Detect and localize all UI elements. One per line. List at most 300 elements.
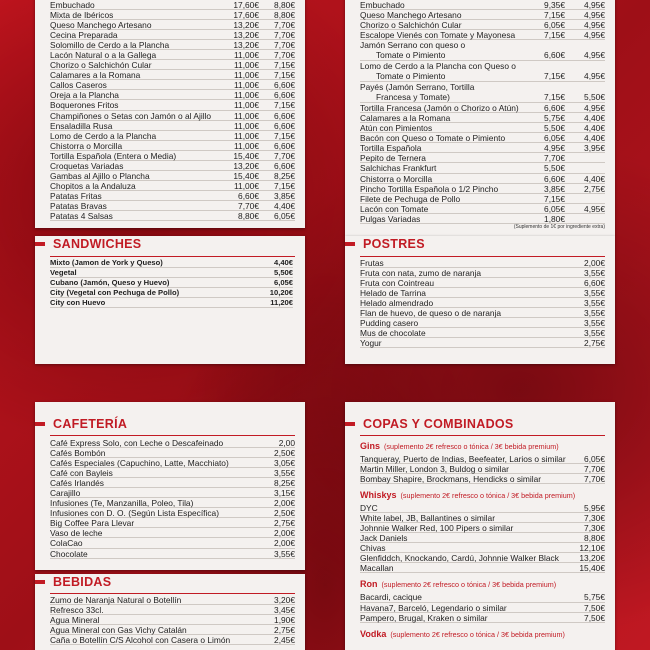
- bebidas-title: BEBIDAS: [53, 575, 112, 589]
- price-racion: 13,20€: [233, 160, 259, 171]
- item-name: Patatas Bravas: [50, 200, 107, 211]
- menu-item-row: [50, 131, 295, 141]
- item-prices: [535, 10, 605, 20]
- item-price: 12,10€: [579, 543, 605, 554]
- item-prices: [535, 30, 605, 40]
- price-media: 6,05€: [274, 210, 295, 221]
- price-media: 8,80€: [274, 10, 295, 21]
- header-rule: [360, 435, 605, 436]
- item-name: Embuchado: [360, 0, 405, 10]
- menu-item-row: [50, 298, 293, 308]
- item-price: 2,00€: [584, 258, 605, 268]
- group-name: Whiskys: [360, 490, 397, 501]
- item-prices: [219, 181, 295, 191]
- price-racion: 11,00€: [234, 80, 259, 91]
- menu-item-row: [360, 0, 605, 10]
- item-name: ColaCao: [50, 538, 83, 549]
- header-rule: [50, 435, 295, 436]
- item-price: 2,50€: [274, 448, 295, 459]
- price-pulga: 4,95€: [584, 20, 605, 31]
- item-name: Infusiones con D. O. (Según Lista Específica): [50, 508, 219, 519]
- item-price: 4,40€: [273, 258, 293, 267]
- menu-item-row: [50, 201, 295, 211]
- item-price: 5,50€: [273, 268, 293, 278]
- item-name: Lomo de Cerdo a la Plancha: [50, 130, 157, 141]
- menu-item-row: [360, 513, 605, 523]
- price-media: 7,15€: [274, 60, 295, 71]
- item-name: Patatas Fritas: [50, 190, 102, 201]
- price-pulga: 4,95€: [584, 30, 605, 41]
- item-prices: [219, 0, 295, 10]
- menu-item-row: [50, 595, 295, 605]
- item-price: 3,55€: [584, 318, 605, 329]
- menu-item-row: [50, 615, 295, 625]
- item-prices: [535, 133, 605, 143]
- menu-item-row: [50, 458, 295, 468]
- item-prices: [535, 204, 605, 214]
- menu-item-row: [360, 174, 605, 184]
- sandwiches-header: [35, 236, 141, 252]
- price-bocadillo: 4,95€: [544, 143, 565, 154]
- item-name: Calamares a la Romana: [50, 70, 141, 81]
- menu-item-row: [360, 318, 605, 328]
- item-name: Helado almendrado: [360, 298, 434, 309]
- cafeteria-panel: [35, 402, 305, 570]
- item-prices: [535, 71, 605, 81]
- item-prices: [535, 194, 605, 204]
- item-name: City con Huevo: [50, 298, 106, 308]
- item-price: 2,45€: [274, 635, 295, 646]
- item-name: Pulgas Variadas: [360, 213, 421, 224]
- item-name: Solomillo de Cerdo a la Plancha: [50, 40, 170, 51]
- price-pulga: 4,95€: [584, 10, 605, 21]
- price-pulga: 4,95€: [584, 50, 605, 61]
- item-price: 3,55€: [584, 288, 605, 299]
- price-media: 7,70€: [274, 50, 295, 61]
- price-pulga: 4,40€: [584, 133, 605, 144]
- price-racion: 11,00€: [234, 60, 259, 71]
- menu-item-row: [360, 503, 605, 513]
- item-prices: [535, 143, 605, 153]
- item-name: Salchichas Frankfurt: [360, 163, 437, 174]
- menu-item-row: [360, 61, 605, 82]
- item-prices: [535, 153, 605, 163]
- bocadillos-panel: [345, 0, 615, 236]
- price-racion: 11,00€: [234, 180, 259, 191]
- price-pulga: 4,40€: [584, 113, 605, 124]
- sandwiches-list: [50, 258, 293, 308]
- item-name-line: Lomo de Cerdo a la Plancha con Queso o: [360, 61, 516, 72]
- menu-item-row: [360, 214, 605, 224]
- item-prices: [535, 103, 605, 113]
- item-name: Mus de chocolate: [360, 328, 426, 339]
- price-pulga: 4,40€: [584, 173, 605, 184]
- cafeteria-header: [35, 416, 127, 432]
- copas-group-header: [360, 489, 605, 501]
- menu-item-row: [50, 80, 295, 90]
- price-media: 7,70€: [274, 30, 295, 41]
- item-price: 2,50€: [274, 508, 295, 519]
- menu-item-row: [360, 163, 605, 173]
- price-racion: 11,00€: [234, 120, 259, 131]
- price-bocadillo: 7,15€: [544, 30, 565, 41]
- item-price: 2,00: [278, 438, 295, 448]
- item-name: Pepito de Ternera: [360, 153, 426, 164]
- menu-item-row: [360, 288, 605, 298]
- menu-item-row: [360, 194, 605, 204]
- item-name: Mixto (Jamon de York y Queso): [50, 258, 163, 267]
- raciones-panel: [35, 0, 305, 228]
- item-name: Tortilla Española (Entera o Media): [50, 150, 177, 161]
- item-prices: [219, 161, 295, 171]
- price-racion: 17,60€: [233, 10, 259, 21]
- item-prices: [219, 10, 295, 20]
- postres-title: POSTRES: [363, 237, 425, 251]
- price-racion: 11,00€: [234, 100, 259, 111]
- item-price: 2,75€: [274, 518, 295, 529]
- menu-item-row: [360, 258, 605, 268]
- item-name: Big Coffee Para Llevar: [50, 518, 135, 529]
- item-prices: [219, 20, 295, 30]
- header-bar: [345, 242, 355, 246]
- menu-item-row: [360, 82, 605, 103]
- menu-item-row: [360, 553, 605, 563]
- group-note: (suplemento 2€ refresco o tónica / 3€ bebida premium): [381, 580, 557, 590]
- item-name: Pudding casero: [360, 318, 419, 329]
- raciones-list: [50, 0, 295, 221]
- item-price: 15,40€: [579, 563, 605, 574]
- menu-item-row: [360, 268, 605, 278]
- item-name: Chocolate: [50, 548, 88, 559]
- item-name: Martin Miller, London 3, Buldog o similar: [360, 464, 509, 475]
- menu-item-row: [50, 70, 295, 80]
- item-prices: [219, 121, 295, 131]
- header-rule: [360, 256, 605, 257]
- item-name: Fruta con Cointreau: [360, 278, 435, 289]
- item-name-line: Tomate o Pimiento: [376, 50, 446, 61]
- item-prices: [535, 214, 605, 224]
- item-name: Chopitos a la Andaluza: [50, 180, 136, 191]
- item-name: Callos Caseros: [50, 80, 107, 91]
- bebidas-list: [50, 595, 295, 645]
- item-name: Café Express Solo, con Leche o Descafeinado: [50, 438, 224, 448]
- price-bocadillo: 6,60€: [544, 50, 565, 61]
- price-pulga: 4,95€: [584, 203, 605, 214]
- menu-item-row: [50, 20, 295, 30]
- header-bar: [35, 580, 45, 584]
- supplement-note: (Suplemento de 1€ por ingrediente extra): [513, 224, 605, 230]
- item-name: Chistorra o Morcilla: [50, 140, 123, 151]
- item-price: 8,80€: [584, 533, 605, 544]
- copas-group-header: [360, 628, 605, 640]
- price-racion: 15,40€: [233, 150, 259, 161]
- postres-list: [360, 258, 605, 348]
- item-price: 3,55€: [584, 268, 605, 279]
- menu-item-row: [50, 498, 295, 508]
- header-rule: [50, 593, 295, 594]
- item-name: Jack Daniels: [360, 533, 408, 544]
- menu-item-row: [50, 438, 295, 448]
- item-prices: [219, 100, 295, 110]
- price-media: 3,85€: [274, 190, 295, 201]
- menu-item-row: [360, 298, 605, 308]
- menu-item-row: [50, 635, 295, 645]
- postres-panel: [345, 236, 615, 364]
- price-racion: 11,00€: [234, 70, 259, 81]
- menu-item-row: [50, 488, 295, 498]
- item-name: Chistorra o Morcilla: [360, 173, 433, 184]
- item-name: Refresco 33cl.: [50, 605, 104, 616]
- item-price: 6,60€: [584, 278, 605, 289]
- menu-item-row: [50, 181, 295, 191]
- price-racion: 11,00€: [234, 50, 259, 61]
- menu-item-row: [50, 478, 295, 488]
- price-pulga: [565, 214, 605, 224]
- price-media: 6,60€: [274, 120, 295, 131]
- item-name: Tortilla Francesa (Jamón o Chorizo o Atún): [360, 103, 519, 114]
- menu-item-row: [360, 308, 605, 318]
- item-name: Queso Manchego Artesano: [360, 10, 462, 21]
- menu-item-row: [50, 528, 295, 538]
- menu-item-row: [50, 121, 295, 131]
- menu-item-row: [50, 268, 293, 278]
- item-prices: [535, 123, 605, 133]
- item-name-line: Francesa y Tomate): [376, 92, 450, 103]
- item-name: Vaso de leche: [50, 528, 103, 539]
- item-price: 6,05€: [584, 454, 605, 464]
- item-price: 5,95€: [584, 503, 605, 514]
- item-name: Yogur: [360, 338, 382, 349]
- price-media: 7,70€: [274, 20, 295, 31]
- item-name: Glenfiddch, Knockando, Cardú, Johnnie Walker Black: [360, 553, 559, 564]
- item-name: [360, 82, 474, 102]
- header-bar: [35, 242, 45, 246]
- price-media: 7,70€: [274, 150, 295, 161]
- item-name-line: Tomate o Pimiento: [376, 71, 446, 82]
- menu-item-row: [50, 605, 295, 615]
- menu-item-row: [360, 40, 605, 61]
- item-price: 3,20€: [274, 595, 295, 605]
- item-price: 3,55€: [274, 468, 295, 479]
- group-note: (suplemento 2€ refresco o tónica / 3€ bebida premium): [384, 442, 559, 451]
- menu-item-row: [360, 523, 605, 533]
- sandwiches-panel: [35, 236, 305, 364]
- price-racion: 8,80€: [238, 210, 259, 221]
- price-media: 6,60€: [274, 160, 295, 171]
- copas-header: [345, 416, 514, 432]
- menu-item-row: [50, 40, 295, 50]
- item-price: 3,55€: [584, 308, 605, 319]
- item-name: Agua Mineral con Gas Vichy Catalán: [50, 625, 187, 636]
- item-prices: [535, 50, 605, 60]
- item-name: Calamares a la Romana: [360, 113, 451, 124]
- item-price: 2,00€: [274, 528, 295, 539]
- item-prices: [219, 50, 295, 60]
- menu-item-row: [360, 592, 605, 602]
- item-name: Cecina Preparada: [50, 30, 118, 41]
- item-price: 2,00€: [274, 498, 295, 509]
- item-prices: [219, 111, 295, 121]
- item-price: 2,75€: [584, 338, 605, 349]
- item-prices: [535, 163, 605, 173]
- price-media: 6,60€: [274, 80, 295, 91]
- item-prices: [219, 151, 295, 161]
- group-name: Ron: [360, 579, 378, 590]
- price-bocadillo: 7,70€: [544, 153, 565, 164]
- price-bocadillo: 9,35€: [544, 0, 565, 10]
- menu-item-row: [360, 464, 605, 474]
- price-media: 6,60€: [274, 90, 295, 101]
- group-note: (suplemento 2€ refresco o tónica / 3€ bebida premium): [400, 491, 576, 501]
- item-name: White label, JB, Ballantines o similar: [360, 513, 495, 524]
- item-name: Croquetas Variadas: [50, 160, 124, 171]
- item-name: Helado de Tarrina: [360, 288, 426, 299]
- item-prices: [219, 30, 295, 40]
- price-bocadillo: 6,05€: [544, 20, 565, 31]
- item-prices: [219, 60, 295, 70]
- price-pulga: 4,95€: [584, 103, 605, 114]
- item-price: 3,15€: [274, 488, 295, 499]
- price-bocadillo: 6,60€: [544, 173, 565, 184]
- item-name: Caña o Botellín C/S Alcohol con Casera o Limón: [50, 635, 231, 646]
- menu-item-row: [50, 0, 295, 10]
- item-prices: [219, 201, 295, 211]
- group-name: Vodka: [360, 628, 387, 639]
- item-name: Chivas: [360, 543, 386, 554]
- group-note: (suplemento 2€ refresco o tónica / 3€ bebida premium): [390, 629, 565, 639]
- item-prices: [219, 90, 295, 100]
- item-name: Lacón Natural o a la Gallega: [50, 50, 157, 61]
- menu-item-row: [50, 258, 293, 268]
- header-bar: [345, 422, 355, 426]
- price-media: 8,25€: [274, 170, 295, 181]
- item-name: Fruta con nata, zumo de naranja: [360, 268, 482, 279]
- item-price: 2,00€: [274, 538, 295, 549]
- item-prices: [219, 171, 295, 181]
- price-pulga: 5,50€: [584, 92, 605, 103]
- price-bocadillo: 7,15€: [544, 92, 565, 103]
- menu-item-row: [360, 184, 605, 194]
- cafeteria-title: CAFETERÍA: [53, 417, 128, 431]
- group-name: Gins: [360, 441, 381, 451]
- menu-item-row: [50, 278, 293, 288]
- item-name: Gambas al Ajillo o Plancha: [50, 170, 150, 181]
- item-name: Lacón con Tomate: [360, 203, 429, 214]
- item-name: Bacón con Queso o Tomate o Pimiento: [360, 133, 506, 144]
- menu-item-row: [50, 625, 295, 635]
- price-pulga: 3,95€: [584, 143, 605, 154]
- item-price: 10,20€: [269, 288, 293, 298]
- menu-item-row: [50, 468, 295, 478]
- price-pulga: [565, 194, 605, 204]
- item-price: 7,50€: [584, 612, 605, 623]
- item-name: Pincho Tortilla Española o 1/2 Pincho: [360, 183, 499, 194]
- item-price: 7,70€: [584, 464, 605, 475]
- item-name: Embuchado: [50, 0, 95, 10]
- menu-item-row: [360, 153, 605, 163]
- item-name: Café con Bayleis: [50, 468, 113, 479]
- item-prices: [535, 174, 605, 184]
- item-name: Chorizo o Salchichón Cular: [50, 60, 152, 71]
- price-racion: 7,70€: [238, 200, 259, 211]
- bocadillos-list: [360, 0, 605, 224]
- menu-item-row: [50, 191, 295, 201]
- item-name: Agua Mineral: [50, 615, 100, 626]
- price-racion: 11,00€: [234, 140, 259, 151]
- item-name: Flan de huevo, de queso o de naranja: [360, 308, 502, 319]
- item-name: Bombay Shapire, Brockmans, Hendicks o similar: [360, 474, 542, 485]
- menu-item-row: [360, 30, 605, 40]
- menu-item-row: [50, 171, 295, 181]
- price-media: 8,80€: [274, 0, 295, 10]
- price-bocadillo: 6,05€: [544, 203, 565, 214]
- menu-item-row: [360, 338, 605, 348]
- item-prices: [535, 0, 605, 10]
- item-name: Vegetal: [50, 268, 77, 278]
- item-price: 3,45€: [274, 605, 295, 616]
- item-name: Chorizo o Salchichón Cular: [360, 20, 462, 31]
- item-name: Mixta de Ibéricos: [50, 10, 114, 21]
- menu-item-row: [50, 161, 295, 171]
- menu-item-row: [50, 111, 295, 121]
- item-name: Champiñones o Setas con Jamón o al Ajillo: [50, 110, 212, 121]
- price-racion: 15,40€: [233, 170, 259, 181]
- menu-item-row: [360, 143, 605, 153]
- copas-title: COPAS Y COMBINADOS: [363, 417, 514, 431]
- item-name: [360, 61, 516, 81]
- price-bocadillo: 5,75€: [544, 113, 565, 124]
- price-racion: 17,60€: [233, 0, 259, 10]
- item-name: Pampero, Brugal, Kraken o similar: [360, 612, 488, 623]
- menu-item-row: [360, 613, 605, 623]
- price-bocadillo: 5,50€: [544, 163, 565, 174]
- item-price: 7,30€: [584, 523, 605, 534]
- price-media: 7,15€: [274, 180, 295, 191]
- item-prices: [535, 20, 605, 30]
- price-pulga: 4,95€: [584, 71, 605, 82]
- price-bocadillo: 7,15€: [544, 71, 565, 82]
- item-price: 7,30€: [584, 513, 605, 524]
- item-price: 3,55€: [584, 298, 605, 309]
- item-name: Cubano (Jamón, Queso y Huevo): [50, 278, 170, 288]
- menu-item-row: [50, 288, 293, 298]
- item-prices: [219, 70, 295, 80]
- price-bocadillo: 6,60€: [544, 103, 565, 114]
- menu-item-row: [360, 563, 605, 573]
- price-media: 7,15€: [274, 130, 295, 141]
- menu-item-row: [360, 20, 605, 30]
- item-prices: [535, 184, 605, 194]
- menu-item-row: [50, 538, 295, 548]
- item-prices: [535, 92, 605, 102]
- copas-panel: [345, 402, 615, 650]
- price-pulga: 4,95€: [584, 0, 605, 10]
- price-bocadillo: 3,85€: [544, 183, 565, 194]
- item-prices: [219, 141, 295, 151]
- header-rule: [50, 256, 295, 257]
- item-name: Macallan: [360, 563, 394, 574]
- item-name: Infusiones (Te, Manzanilla, Poleo, Tila): [50, 498, 194, 509]
- price-pulga: [565, 153, 605, 163]
- menu-item-row: [50, 448, 295, 458]
- price-pulga: [565, 163, 605, 173]
- item-name: Havana7, Barceló, Legendario o similar: [360, 602, 507, 613]
- menu-item-row: [360, 10, 605, 20]
- menu-item-row: [50, 211, 295, 221]
- postres-header: [345, 236, 425, 252]
- cafeteria-list: [50, 438, 295, 559]
- menu-item-row: [50, 151, 295, 161]
